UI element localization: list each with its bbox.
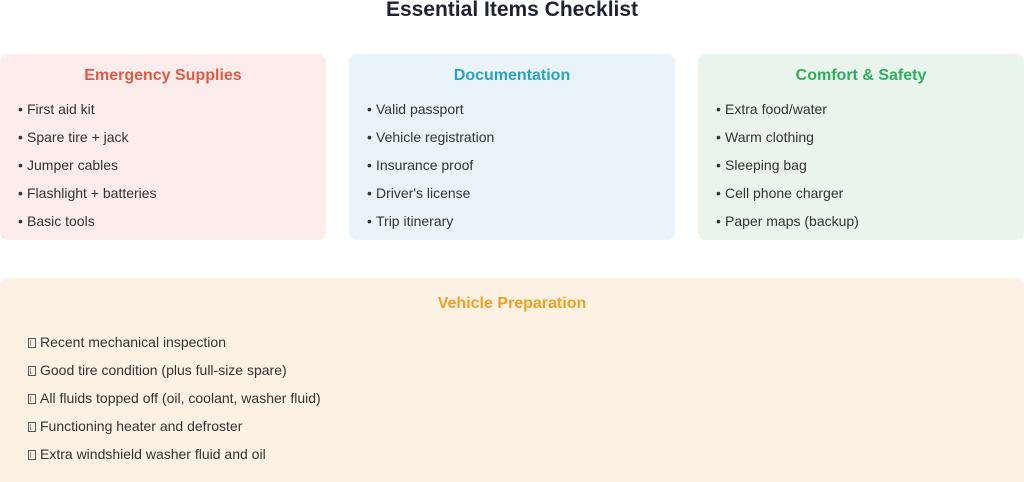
list-item: • Paper maps (backup)	[716, 207, 859, 235]
card-title: Documentation	[453, 67, 571, 84]
bullet-icon: •	[18, 157, 23, 173]
bullet-icon: •	[367, 101, 372, 117]
bullet-icon: •	[367, 185, 372, 201]
item-list	[367, 95, 494, 235]
bullet-icon: •	[367, 157, 372, 173]
emergency-supplies-card	[0, 54, 326, 240]
list-item: • Insurance proof	[367, 151, 494, 179]
checkbox-icon	[28, 422, 36, 432]
checkbox-icon	[28, 450, 36, 460]
list-item: • Extra food/water	[716, 95, 859, 123]
list-item: • Vehicle registration	[367, 123, 494, 151]
bullet-icon: •	[716, 129, 721, 145]
card-title: Vehicle Preparation	[437, 295, 587, 312]
list-item: Good tire condition (plus full-size spare)	[28, 356, 321, 384]
card-title: Comfort & Safety	[795, 67, 927, 84]
bullet-icon: •	[716, 157, 721, 173]
list-item: • Valid passport	[367, 95, 494, 123]
checkbox-icon	[28, 366, 36, 376]
list-item: • Cell phone charger	[716, 179, 859, 207]
list-item: • Warm clothing	[716, 123, 859, 151]
list-item: All fluids topped off (oil, coolant, washer fluid)	[28, 384, 321, 412]
item-list	[716, 95, 859, 235]
page-title: Essential Items Checklist	[385, 0, 639, 21]
bullet-icon: •	[367, 129, 372, 145]
list-item: Extra windshield washer fluid and oil	[28, 440, 321, 468]
bullet-icon: •	[716, 213, 721, 229]
list-item: • Spare tire + jack	[18, 123, 157, 151]
bullet-icon: •	[18, 129, 23, 145]
bullet-icon: •	[367, 213, 372, 229]
list-item: • Jumper cables	[18, 151, 157, 179]
bullet-icon: •	[716, 101, 721, 117]
item-list	[18, 95, 157, 235]
bullet-icon: •	[18, 185, 23, 201]
comfort-safety-card	[698, 54, 1024, 240]
bullet-icon: •	[716, 185, 721, 201]
bullet-icon: •	[18, 101, 23, 117]
vehicle-preparation-card	[0, 278, 1024, 482]
card-title: Emergency Supplies	[84, 67, 242, 84]
item-list	[28, 328, 321, 468]
list-item: • Trip itinerary	[367, 207, 494, 235]
checkbox-icon	[28, 338, 36, 348]
list-item: • Sleeping bag	[716, 151, 859, 179]
list-item: • First aid kit	[18, 95, 157, 123]
bullet-icon: •	[18, 213, 23, 229]
list-item: • Flashlight + batteries	[18, 179, 157, 207]
list-item: • Driver's license	[367, 179, 494, 207]
documentation-card	[349, 54, 675, 240]
list-item: • Basic tools	[18, 207, 157, 235]
list-item: Recent mechanical inspection	[28, 328, 321, 356]
checkbox-icon	[28, 394, 36, 404]
list-item: Functioning heater and defroster	[28, 412, 321, 440]
